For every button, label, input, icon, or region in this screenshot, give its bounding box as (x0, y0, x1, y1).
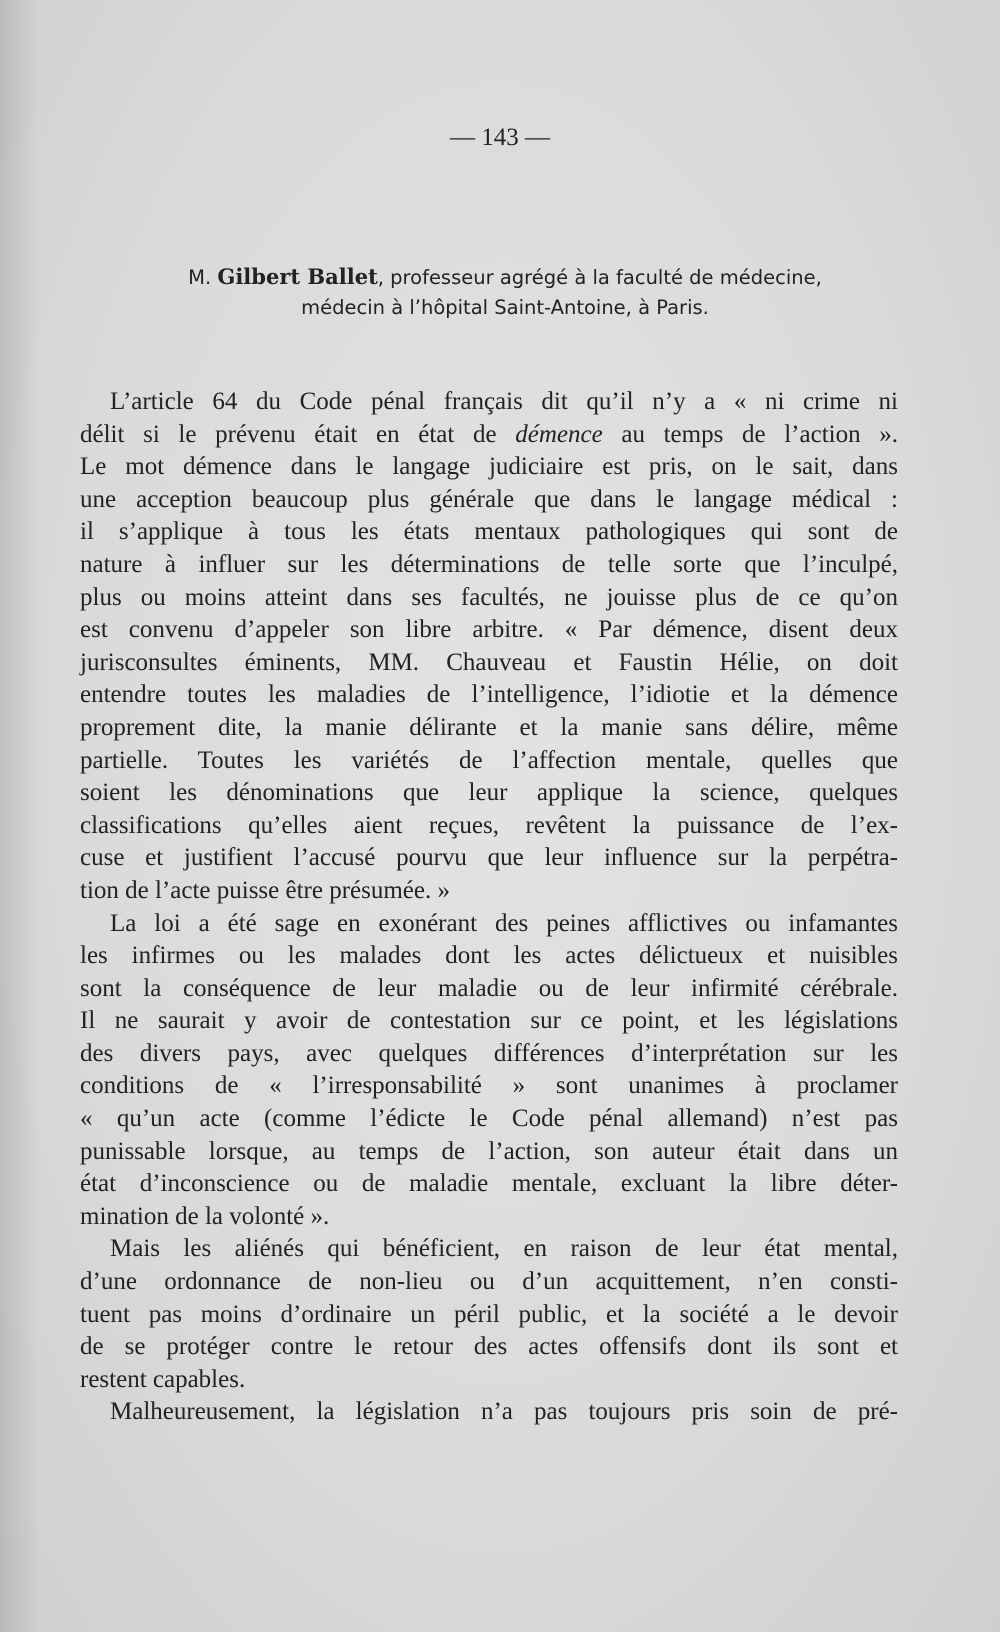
text-line: nature à influer sur les déterminations de telle sorte que l’inculpé, (80, 550, 898, 578)
text-line: conditions de « l’irresponsabilité » sont unanimes à proclamer (80, 1072, 898, 1100)
text-line: classifications qu’elles aient reçues, revêtent la puissance de l’ex- (80, 811, 898, 839)
author-title: , professeur agrégé à la faculté de médecine, (377, 266, 822, 289)
text-line: mination de la volonté ». (80, 1202, 330, 1230)
author-name: Gilbert Ballet (217, 264, 378, 289)
author-line-2: médecin à l’hôpital Saint-Antoine, à Paris. (301, 296, 709, 319)
text-line: de se protéger contre le retour des actes offensifs dont ils sont et (80, 1333, 898, 1361)
text-line: état d’inconscience ou de maladie mentale, excluant la libre déter- (80, 1170, 898, 1198)
text-line: une acception beaucoup plus générale que dans le langage médical : (80, 485, 898, 513)
emphasized-word: démence (515, 420, 603, 448)
text-line: est convenu d’appeler son libre arbitre. « Par démence, disent deux (80, 616, 898, 644)
text-line: plus ou moins atteint dans ses facultés, ne jouisse plus de ce qu’on (80, 583, 898, 611)
text-line: proprement dite, la manie délirante et la manie sans délire, même (80, 713, 898, 741)
text-line: soient les dénominations que leur applique la science, quelques (80, 779, 898, 807)
text-line: des divers pays, avec quelques différences d’interprétation sur les (80, 1039, 898, 1067)
text-line: jurisconsultes éminents, MM. Chauveau et Faustin Hélie, on doit (80, 648, 898, 676)
page-edge-shadow (0, 0, 40, 1632)
author-heading (80, 262, 930, 323)
text-line: restent capables. (80, 1365, 246, 1393)
text-line: sont la conséquence de leur maladie ou de leur infirmité cérébrale. (80, 974, 898, 1002)
page-number: — 143 — (450, 124, 550, 151)
text-line: « qu’un acte (comme l’édicte le Code pénal allemand) n’est pas (80, 1105, 898, 1133)
text-line: cuse et justifient l’accusé pourvu que leur influence sur la perpétra- (80, 844, 898, 872)
author-line-1 (80, 262, 930, 293)
text-line: partielle. Toutes les variétés de l’affection mentale, quelles que (80, 746, 898, 774)
text-line: d’une ordonnance de non-lieu ou d’un acquittement, n’en consti- (80, 1268, 898, 1296)
text-line: La loi a été sage en exonérant des peines afflictives ou infamantes (110, 909, 898, 937)
text-line: Le mot démence dans le langage judiciaire est pris, on le sait, dans (80, 453, 898, 481)
text-line: L’article 64 du Code pénal français dit qu’il n’y a « ni crime ni (110, 388, 898, 415)
text-line: entendre toutes les maladies de l’intelligence, l’idiotie et la démence (80, 681, 898, 709)
author-prefix: M. (188, 266, 212, 289)
text-line: il s’applique à tous les états mentaux pathologiques qui sont de (80, 518, 898, 546)
text-line: délit si le prévenu était en état de démence au temps de l’action ». (80, 420, 898, 448)
text-line: Il ne saurait y avoir de contestation sur ce point, et les législations (80, 1007, 898, 1035)
body-text (80, 386, 898, 1429)
text-line: les infirmes ou les malades dont les actes délictueux et nuisibles (80, 942, 898, 970)
text-line: punissable lorsque, au temps de l’action, son auteur était dans un (80, 1137, 898, 1165)
text-line: tion de l’acte puisse être présumée. » (80, 876, 450, 904)
text-line: Malheureusement, la législation n’a pas toujours pris soin de pré- (110, 1398, 898, 1426)
text-line: tuent pas moins d’ordinaire un péril public, et la société a le devoir (80, 1300, 898, 1328)
text-line: Mais les aliénés qui bénéficient, en raison de leur état mental, (110, 1235, 898, 1263)
